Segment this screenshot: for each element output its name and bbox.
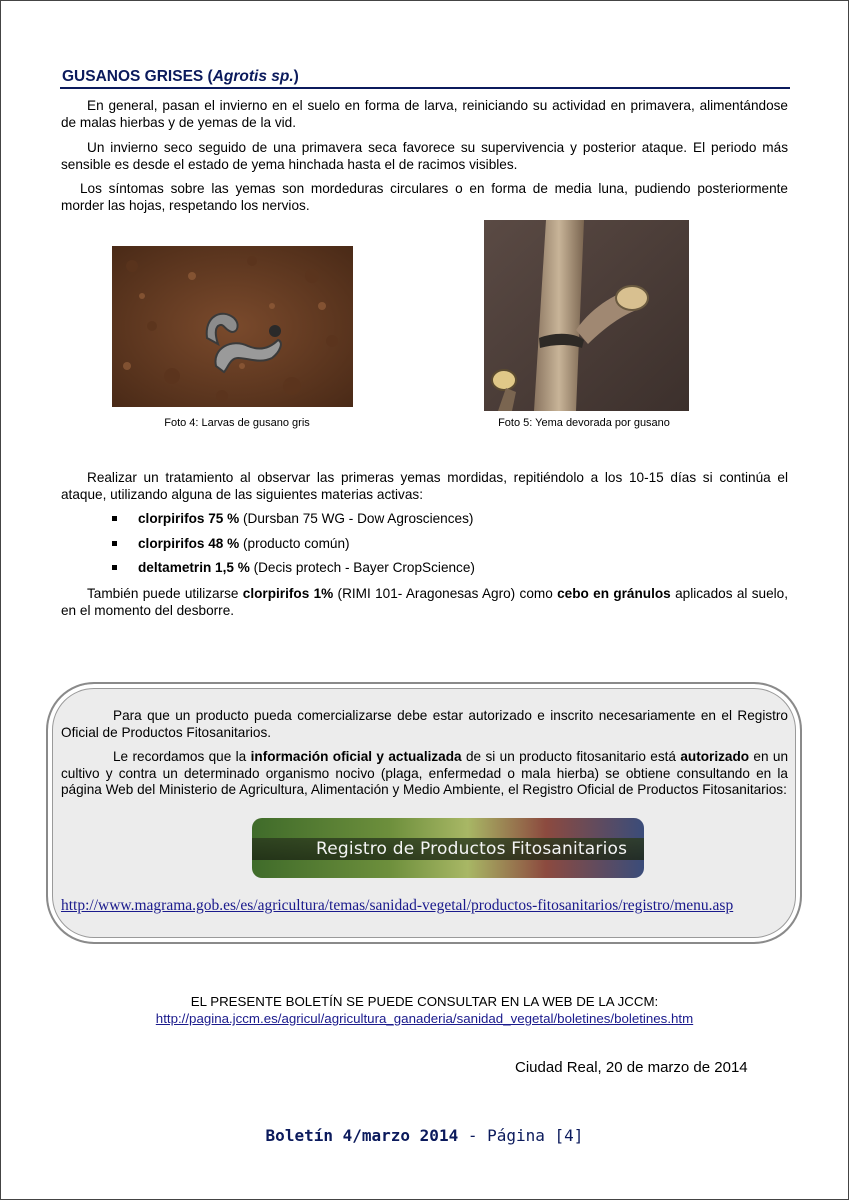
treatment-intro: Realizar un tratamiento al observar las primeras yemas mordidas, repitiéndolo a los 10-15 días si continúa el ataque, utilizando alguna de las siguientes materias activas: — [61, 470, 788, 502]
banner-text: Registro de Productos Fitosanitarios — [316, 839, 628, 859]
web-note-link-row — [0, 1011, 849, 1026]
section-title: GUSANOS GRISES (Agrotis sp.) — [62, 68, 299, 85]
photo-larvae — [112, 246, 353, 407]
list-item: clorpirifos 48 % (producto común) — [110, 535, 475, 560]
list-item: clorpirifos 75 % (Dursban 75 WG - Dow Agrosciences) — [110, 510, 475, 535]
photo-bud — [484, 220, 689, 411]
web-note-line: EL PRESENTE BOLETÍN SE PUEDE CONSULTAR EN LA WEB DE LA JCCM: — [190, 994, 659, 1009]
paragraph-2: Un invierno seco seguido de una primavera seca favorece su supervivencia y posterior ataque. El periodo más sensible es desde el estado de yema hinchada hasta el de racimos visibles. — [61, 140, 788, 172]
active-ingredients-list — [110, 510, 475, 584]
caption-photo-4: Foto 4: Larvas de gusano gris — [164, 417, 310, 429]
granules-paragraph: También puede utilizarse clorpirifos 1% (RIMI 101- Aragonesas Agro) como cebo en gránulos aplicados al suelo, en el momento del desborre. — [61, 586, 788, 618]
paragraph-1: En general, pasan el invierno en el suelo en forma de larva, reiniciando su actividad en primavera, alimentándose de malas hierbas y de yemas de la vid. — [61, 98, 788, 130]
caption-photo-5: Foto 5: Yema devorada por gusano — [498, 417, 670, 429]
page-footer: Boletín 4/marzo 2014 - Página [4] — [265, 1126, 584, 1145]
registry-para-2: Le recordamos que la información oficial y actualizada de si un producto fitosanitario está autorizado en un cultivo y contra un determinado organismo nocivo (plaga, enfermedad o mala hierba) se obtiene consultando en la página Web del Ministerio de Agricultura, Alimentación y Medio Ambiente, el Registro Oficial de Productos Fitosanitarios: — [61, 749, 789, 797]
bulletin-web-link[interactable]: http://pagina.jccm.es/agricul/agricultura_ganaderia/sanidad_vegetal/boletines/boletines.htm — [155, 1011, 694, 1026]
registry-para-1: Para que un producto pueda comercializarse debe estar autorizado e inscrito necesariamente en el Registro Oficial de Productos Fitosanitarios. — [61, 708, 788, 740]
larvae-photo-illustration — [112, 246, 353, 407]
registry-banner[interactable] — [252, 818, 644, 878]
date-line: Ciudad Real, 20 de marzo de 2014 — [515, 1059, 748, 1076]
paragraph-3: Los síntomas sobre las yemas son mordeduras circulares o en forma de media luna, pudiendo posteriormente morder las hojas, respetando los nervios. — [61, 181, 788, 213]
list-item: deltametrin 1,5 % (Decis protech - Bayer CropScience) — [110, 559, 475, 584]
bud-photo-illustration — [484, 220, 689, 411]
title-rule — [60, 87, 790, 89]
registry-url-link[interactable]: http://www.magrama.gob.es/es/agricultura/temas/sanidad-vegetal/productos-fitosanitarios/registro/menu.asp — [61, 897, 734, 914]
